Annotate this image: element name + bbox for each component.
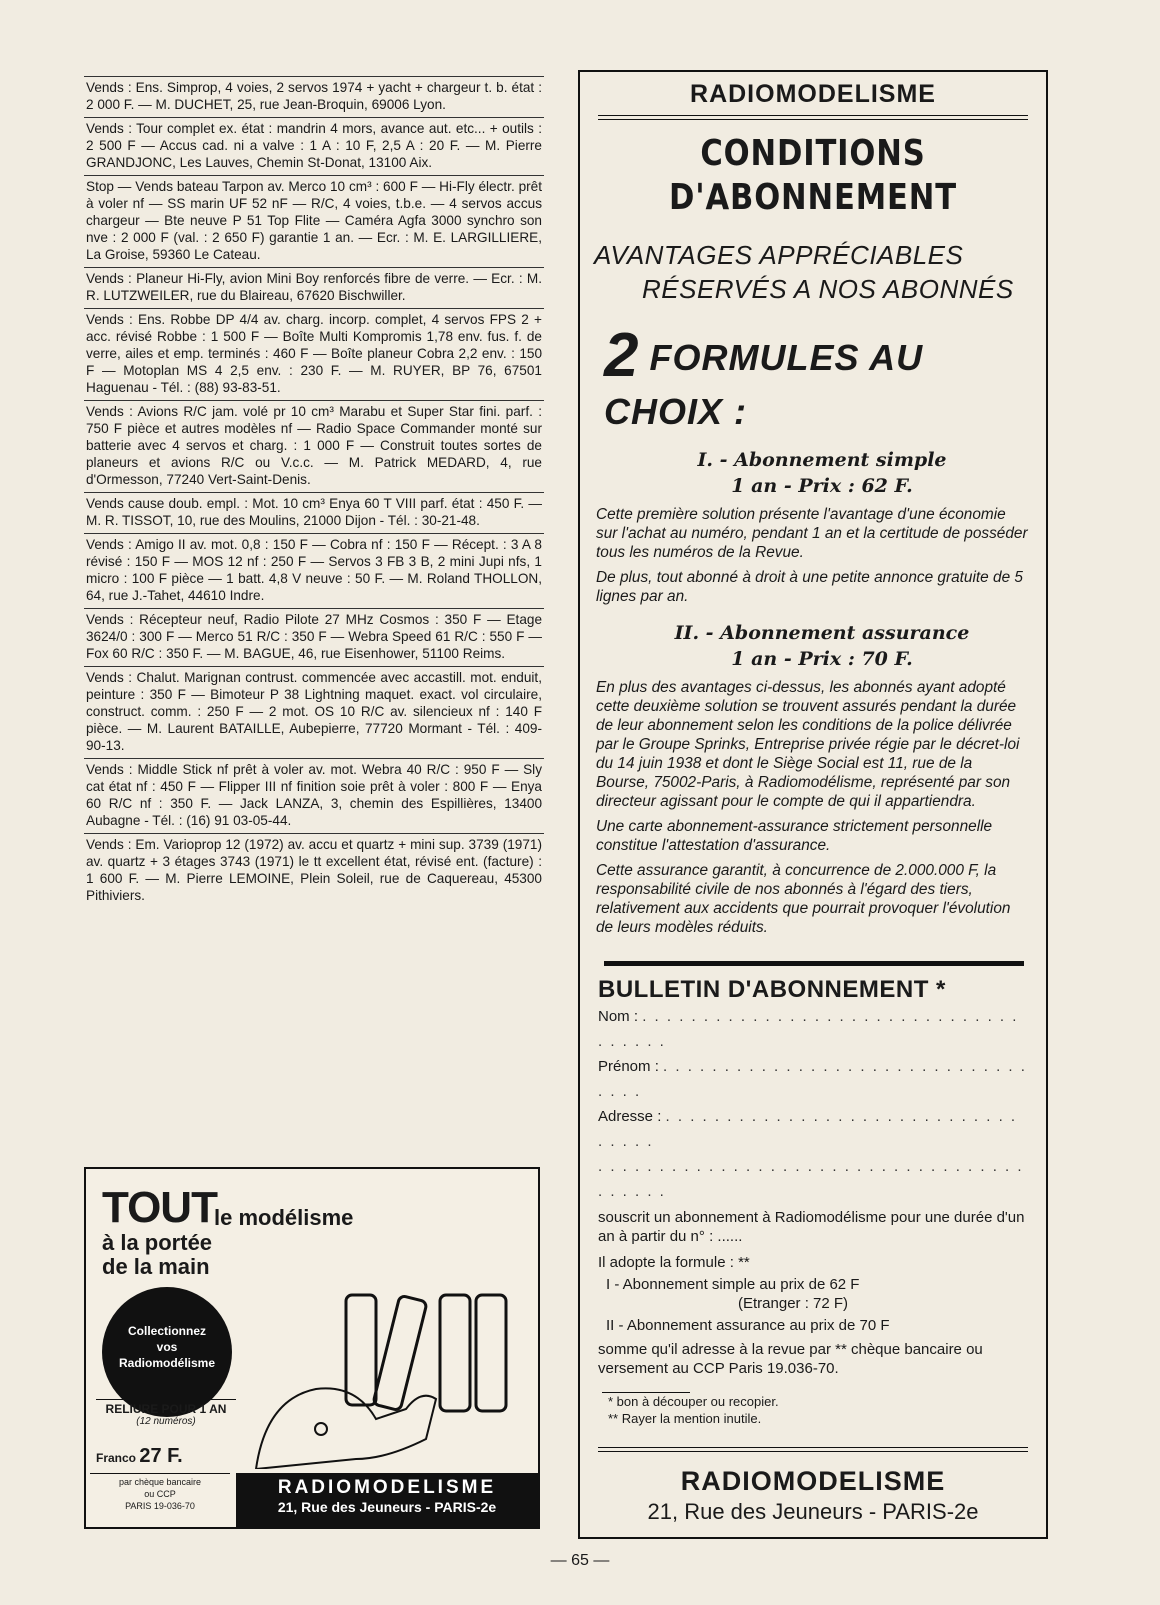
formula1-text: De plus, tout abonné à droit à une petite annonce gratuite de 5 lignes par an. xyxy=(596,569,1023,605)
advantages-title xyxy=(594,238,1046,306)
reliure-text: RELIURE POUR 1 AN xyxy=(105,1402,227,1416)
panel-header: RADIOMODELISME xyxy=(690,80,936,108)
collect-badge xyxy=(102,1287,232,1417)
option1-text: I - Abonnement simple au prix de 62 F xyxy=(606,1276,860,1293)
adopte-text: Il adopte la formule : ** xyxy=(598,1254,750,1271)
formula1-price: 1 an - Prix : 62 F. xyxy=(731,475,913,497)
classified-ad: Vends : Récepteur neuf, Radio Pilote 27 MHz Cosmos : 350 F — Etage 3624/0 : 300 F — Merco 51 R/C : 350 F — Webra Speed 61 R/C : 550 F — Fox 60 R/C : 350 F. — M. BAGUE, 46, rue Eisenhower, 51100 Reims. xyxy=(84,608,544,666)
heavy-rule xyxy=(604,961,1024,966)
double-rule xyxy=(598,1447,1028,1452)
adresse-field[interactable]: Adresse : . . . . . . . . . . . . . . . . . . . . . . . . . . . . . . . . . . xyxy=(598,1108,1018,1150)
badge-line: vos xyxy=(156,1340,178,1354)
footnote-2: ** Rayer la mention inutile. xyxy=(608,1411,762,1426)
formula2-text: Une carte abonnement-assurance strictement personnelle constitue l'attestation d'assurance. xyxy=(596,818,993,854)
footnote-1: * bon à découper ou recopier. xyxy=(608,1394,779,1409)
payment-line: ou CCP xyxy=(144,1489,176,1499)
franco-amount: 27 F. xyxy=(139,1445,183,1467)
prenom-field[interactable]: Prénom : . . . . . . . . . . . . . . . . . . . . . . . . . . . . . . . . . . xyxy=(598,1058,1027,1100)
classified-ad: Vends : Ens. Robbe DP 4/4 av. charg. incorp. complet, 4 servos FPS 2 + acc. révisé Robbe : 1 500 F — Boîte Multi Kompromis 1,78 env. fus. f. de verre, ailes et emp. terminés : 460 F — Boîte planeur Cobra 2,2 env. : 150 F — Motoplan MS 4 2,5 env. : 230 F. — M. RUYER, BP 76, 67501 Haguenau - Tél. : (88) 93-83-51. xyxy=(84,308,544,400)
option1-foreign: (Etranger : 72 F) xyxy=(738,1295,849,1312)
classified-ad: Vends : Tour complet ex. état : mandrin 4 mors, avance aut. etc... + outils : 2 500 F — Accus cad. ni a valve : 1 A : 10 F, 2,5 A : 20 F. — M. Pierre GRANDJONC, Les Lauves, Chemin St-Donat, 13100 Aix. xyxy=(84,117,544,175)
cond-line1: CONDITIONS xyxy=(700,133,926,174)
payment-line: par chèque bancaire xyxy=(118,1477,202,1487)
reliure-label xyxy=(96,1399,236,1427)
promo-line2-text: à la portée xyxy=(102,1230,213,1255)
franco-label: Franco xyxy=(96,1451,137,1465)
page-number: — 65 — xyxy=(550,1552,610,1569)
reliure-sub: (12 numéros) xyxy=(136,1416,196,1427)
formula2-title: II. - Abonnement assurance xyxy=(674,622,970,644)
classified-ad: Vends : Planeur Hi-Fly, avion Mini Boy renforcés fibre de verre. — Ecr. : M. R. LUTZWEILER, rue du Blaireau, 67620 Bischwiller. xyxy=(84,267,544,308)
promo-brand-box xyxy=(236,1473,538,1527)
formula1-title: I. - Abonnement simple xyxy=(697,449,947,471)
payment-line: PARIS 19-036-70 xyxy=(125,1501,195,1511)
promo-tout: TOUT xyxy=(102,1183,217,1232)
classified-ad: Stop — Vends bateau Tarpon av. Merco 10 cm³ : 600 F — Hi-Fly électr. prêt à voler nf — SS marin UF 52 nF — R/C, 4 voies, t.b.e. — 4 servos accus chargeur — Bte neuve P 51 Top Flite — Caméra Agfa 3000 synchro son nve : 2 000 F (val. : 2 650 F) garantie 1 an. — Ecr. : M. E. LARGILLIERE, La Groise, 59360 Le Cateau. xyxy=(84,175,544,267)
double-rule xyxy=(598,115,1028,120)
adresse-field-line2[interactable]: . . . . . . . . . . . . . . . . . . . . . . . . . . . . . . . . . . . . . . . . . xyxy=(598,1158,1024,1200)
classified-ad: Vends : Middle Stick nf prêt à voler av. mot. Webra 40 R/C : 950 F — Sly cat état nf : 450 F — Flipper III nf finition soie prêt à voler : 800 F — Enya 60 R/C nf : 350 F. — Jack LANZA, 3, chemin des Espillières, 13400 Aubagne - Tél. : (16) 91 03-05-44. xyxy=(84,758,544,833)
classified-ad: Vends : Amigo II av. mot. 0,8 : 150 F — Cobra nf : 150 F — Récept. : 3 A 8 révisé : 150 F — MOS 12 nf : 250 F — Servos 3 FB 3 B, 2 mini Jupi nfs, 1 micro : 100 F pièce — 1 batt. 4,8 V neuve : 50 F. — M. Roland THOLLON, 64, rue J.-Tahet, 44610 Indre. xyxy=(84,533,544,608)
badge-line: Collectionnez xyxy=(127,1324,206,1338)
classified-ads-column xyxy=(84,76,544,908)
formula2-price: 1 an - Prix : 70 F. xyxy=(731,648,913,670)
classified-ad: Vends : Ens. Simprop, 4 voies, 2 servos 1974 + yacht + chargeur t. b. état : 2 000 F. — M. DUCHET, 25, rue Jean-Broquin, 69006 Lyon. xyxy=(84,76,544,117)
formules-title xyxy=(604,320,1046,433)
formula2-text: Cette assurance garantit, à concurrence de 2.000.000 F, la responsabilité civile de nos abonnés à l'égard des tiers, relativement aux accidents que pourrait provoquer l'évolution de leurs modèles réduits. xyxy=(596,862,1011,936)
avant-line1: AVANTAGES APPRÉCIABLES xyxy=(594,240,964,270)
formula2-heading xyxy=(598,620,1046,672)
promo-brand-name: RADIOMODELISME xyxy=(277,1477,497,1498)
hand-binder-illustration xyxy=(236,1289,536,1469)
form-fields xyxy=(598,1004,1028,1378)
formules-number: 2 xyxy=(604,321,640,390)
footer-title: RADIOMODELISME xyxy=(680,1466,946,1496)
promo-line1: le modélisme xyxy=(214,1205,354,1230)
promo-line3-text: de la main xyxy=(102,1254,210,1279)
classified-ad: Vends cause doub. empl. : Mot. 10 cm³ Enya 60 T VIII parf. état : 450 F. — M. R. TISSOT, 10, rue des Moulins, 21000 Dijon - Tél. : 30-21-48. xyxy=(84,492,544,533)
footer-address: 21, Rue des Jeuneurs - PARIS-2e xyxy=(647,1499,979,1524)
promo-line2 xyxy=(102,1231,212,1279)
adresse-label: Adresse : xyxy=(598,1108,662,1125)
badge-line: Radiomodélisme xyxy=(118,1356,216,1370)
formula1-heading xyxy=(598,447,1046,499)
formules-text: FORMULES AU CHOIX : xyxy=(604,337,924,432)
subscription-panel xyxy=(578,70,1048,1539)
formula2-text: En plus des avantages ci-dessus, les abonnés ayant adopté cette deuxième solution se trouvent assurés pendant la durée de leur abonnement selon les conditions de la police délivrée par le Groupe Sprinks, Entreprise privée régie par le décret-loi du 14 juin 1938 et dont le Siège Social est 11, rue de la Bourse, 75002-Paris, à Radiomodélisme, représenté par son directeur agissant pour le compte de qui il appartiendra. xyxy=(596,679,1020,810)
nom-field[interactable]: Nom : . . . . . . . . . . . . . . . . . . . . . . . . . . . . . . . . . . . . . xyxy=(598,1008,1019,1050)
somme-text: somme qu'il adresse à la revue par ** chèque bancaire ou versement au CCP Paris 19.036-70. xyxy=(598,1341,983,1377)
cond-line2: D'ABONNEMENT xyxy=(669,177,957,218)
souscrit-text: souscrit un abonnement à Radiomodélisme pour une durée d'un an à partir du n° : ...... xyxy=(598,1209,1025,1245)
bulletin-title: BULLETIN D'ABONNEMENT * xyxy=(598,976,946,1003)
nom-label: Nom : xyxy=(598,1008,639,1025)
option2-text: II - Abonnement assurance au prix de 70 F xyxy=(606,1317,890,1334)
classified-ad: Vends : Chalut. Marignan contrust. commencée avec accastill. mot. enduit, peinture : 350 F — Bimoteur P 38 Lightning maquet. exact. vol circulaire, construct. comm. : 250 F — 2 mot. OS 10 R/C av. silencieux nf : 140 F pièce. — M. Laurent BATAILLE, Aubepierre, 77720 Mormant - Tél. : 409-90-13. xyxy=(84,666,544,758)
classified-ad: Vends : Em. Varioprop 12 (1972) av. accu et quartz + mini sup. 3739 (1971) av. quartz + 3 étages 3743 (1971) le tt excellent état, révisé ent. (facture) : 1 600 F. — M. Pierre LEMOINE, Plein Soleil, rue de Caquereau, 45300 Pithiviers. xyxy=(84,833,544,908)
promo-brand-address: 21, Rue des Jeuneurs - PARIS-2e xyxy=(277,1499,497,1515)
franco-price xyxy=(96,1445,183,1468)
formula1-text: Cette première solution présente l'avantage d'une économie sur l'achat au numéro, pendant 1 an et la certitude de posséder tous les numéros de la Revue. xyxy=(596,506,1028,561)
avant-line2: RÉSERVÉS A NOS ABONNÉS xyxy=(642,274,1014,304)
classified-ad: Vends : Avions R/C jam. volé pr 10 cm³ Marabu et Super Star fini. parf. : 750 F pièce et autres modèles nf — Radio Space Commander monté sur batterie avec 4 servos et charg. : 1 000 F — Construit toutes sortes de planeurs et avions R/C ou V.c.c. — M. Patrick MEDARD, 4, rue d'Ormesson, 77240 Vert-Saint-Denis. xyxy=(84,400,544,492)
binder-promo-ad xyxy=(84,1167,540,1529)
conditions-title xyxy=(615,132,1011,220)
payment-info xyxy=(90,1473,230,1512)
prenom-label: Prénom : xyxy=(598,1058,659,1075)
